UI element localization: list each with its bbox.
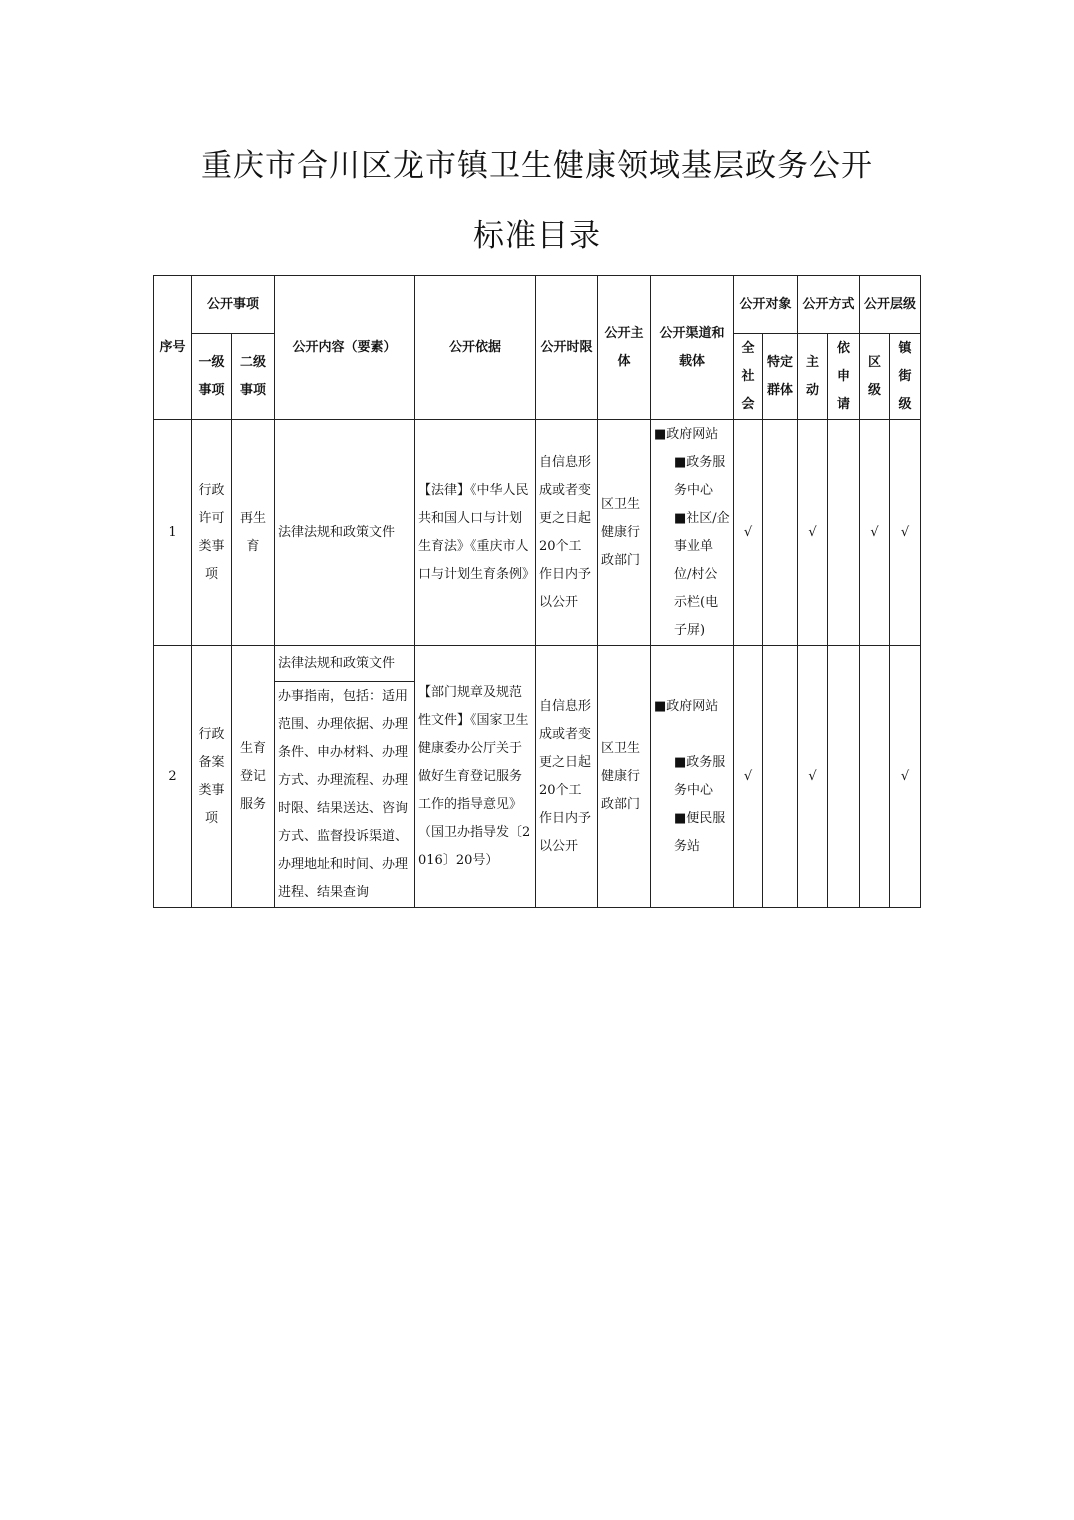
header-target: 公开对象	[734, 276, 798, 334]
cell-time-limit: 自信息形成或者变更之日起20个工作日内予以公开	[536, 420, 598, 646]
cell-l1: 行政许可类事项	[192, 420, 232, 646]
header-item-l2: 二级事项	[232, 334, 275, 420]
channel-spacer	[654, 721, 730, 749]
cell-seq: 1	[154, 420, 192, 646]
header-seq: 序号	[154, 276, 192, 420]
cell-method-apply	[828, 646, 860, 908]
cell-method-apply	[828, 420, 860, 646]
cell-seq: 2	[154, 646, 192, 908]
table-row	[154, 420, 921, 646]
channel-item: ■便民服务站	[674, 810, 726, 854]
document-title-line1: 重庆市合川区龙市镇卫生健康领域基层政务公开	[201, 148, 873, 184]
header-level: 公开层级	[860, 276, 921, 334]
header-level-district: 区级	[860, 334, 890, 420]
header-item: 公开事项	[192, 276, 275, 334]
channel-item: ■政府网站	[654, 698, 719, 714]
cell-content-guide: 办事指南，包括：适用范围、办理依据、办理条件、申办材料、办理方式、办理流程、办理时限、结果送达、咨询方式、监督投诉渠道、办理地址和时间、办理进程、结果查询	[275, 682, 415, 908]
cell-subject: 区卫生健康行政部门	[598, 420, 651, 646]
cell-basis: 【法律】《中华人民共和国人口与计划生育法》《重庆市人口与计划生育条例》	[415, 420, 536, 646]
header-content: 公开内容（要素）	[275, 276, 415, 420]
header-channel: 公开渠道和载体	[651, 276, 734, 420]
cell-level-district: √	[860, 420, 890, 646]
header-item-l1: 一级事项	[192, 334, 232, 420]
cell-content: 法律法规和政策文件	[275, 420, 415, 646]
channel-item: ■政务服务中心	[674, 454, 726, 498]
channel-item: ■社区/企事业单位/村公示栏(电子屏)	[674, 510, 730, 638]
header-method: 公开方式	[798, 276, 860, 334]
cell-l2: 再生育	[232, 420, 275, 646]
cell-l2: 生育登记服务	[232, 646, 275, 908]
cell-level-district	[860, 646, 890, 908]
cell-content: 法律法规和政策文件	[275, 646, 415, 682]
cell-level-town: √	[890, 646, 921, 908]
header-method-active: 主动	[798, 334, 828, 420]
cell-target-specific	[763, 420, 798, 646]
header-target-all: 全社会	[734, 334, 763, 420]
document-title-line2: 标准目录	[473, 218, 601, 254]
cell-l1: 行政备案类事项	[192, 646, 232, 908]
header-subject: 公开主体	[598, 276, 651, 420]
cell-level-town: √	[890, 420, 921, 646]
cell-channel	[651, 646, 734, 908]
header-level-town: 镇街级	[890, 334, 921, 420]
cell-target-all: √	[734, 420, 763, 646]
cell-time-limit: 自信息形成或者变更之日起20个工作日内予以公开	[536, 646, 598, 908]
header-target-specific: 特定群体	[763, 334, 798, 420]
cell-method-active: √	[798, 646, 828, 908]
header-basis: 公开依据	[415, 276, 536, 420]
table-row	[154, 646, 921, 682]
cell-channel	[651, 420, 734, 646]
cell-target-specific	[763, 646, 798, 908]
cell-method-active: √	[798, 420, 828, 646]
header-time-limit: 公开时限	[536, 276, 598, 420]
cell-basis: 【部门规章及规范性文件】《国家卫生健康委办公厅关于做好生育登记服务工作的指导意见》（国卫办指导发〔2016〕20号）	[415, 646, 536, 908]
catalog-table	[153, 275, 921, 908]
cell-subject: 区卫生健康行政部门	[598, 646, 651, 908]
cell-target-all: √	[734, 646, 763, 908]
channel-item: ■政府网站	[654, 426, 719, 442]
channel-item: ■政务服务中心	[674, 754, 726, 798]
header-method-apply: 依申请	[828, 334, 860, 420]
